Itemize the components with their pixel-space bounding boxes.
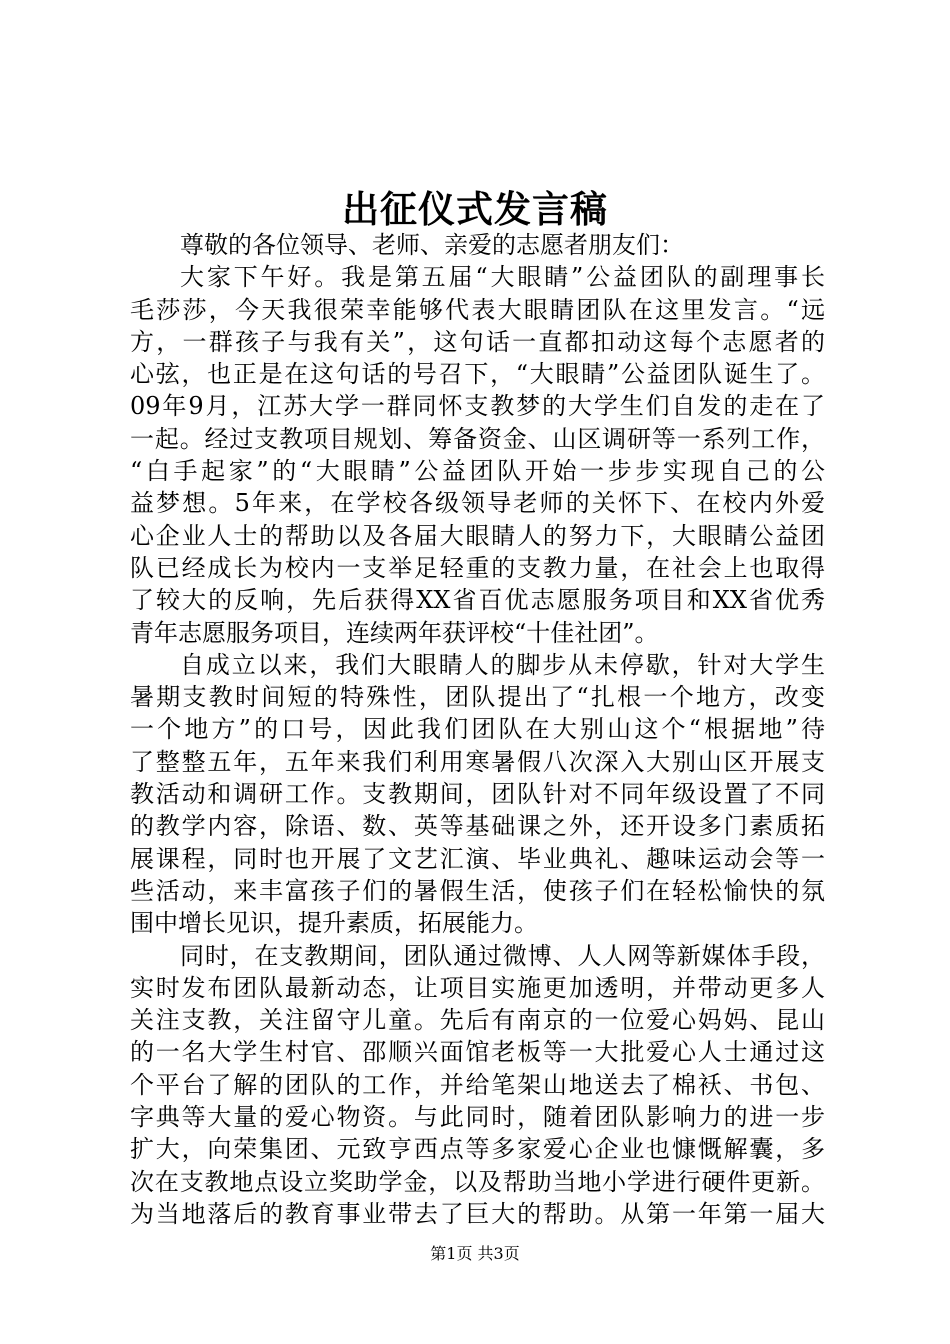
text-line: 的教学内容，除语、数、英等基础课之外，还开设多门素质拓 — [130, 812, 825, 841]
page-footer: 第1页 共3页 — [430, 1244, 520, 1263]
text-line: 个平台了解的团队的工作，并给笔架山地送去了棉袄、书包、 — [130, 1070, 825, 1099]
document-body — [130, 229, 825, 1230]
text-line: 字典等大量的爱心物资。与此同时，随着团队影响力的进一步 — [130, 1103, 825, 1132]
document-title: 出征仪式发言稿 — [342, 187, 608, 231]
text-line: 一个地方”的口号，因此我们团队在大别山这个“根据地”待 — [130, 715, 825, 744]
text-line: 了较大的反响，先后获得XX省百优志愿服务项目和XX省优秀 — [130, 586, 825, 615]
text-line: 益梦想。5年来，在学校各级领导老师的关怀下、在校内外爱 — [130, 489, 825, 518]
text-line: 尊敬的各位领导、老师、亲爱的志愿者朋友们： — [180, 231, 684, 259]
text-line: 同时，在支教期间，团队通过微博、人人网等新媒体手段， — [180, 941, 825, 970]
text-line: 为当地落后的教育事业带去了巨大的帮助。从第一年第一届大 — [130, 1199, 825, 1228]
text-line: 围中增长见识，提升素质，拓展能力。 — [130, 909, 538, 938]
text-line: 毛莎莎，今天我很荣幸能够代表大眼睛团队在这里发言。“远 — [130, 295, 825, 324]
text-line: 心企业人士的帮助以及各届大眼睛人的努力下，大眼睛公益团 — [130, 521, 825, 550]
text-line: 09年9月，江苏大学一群同怀支教梦的大学生们自发的走在了 — [130, 392, 825, 421]
text-line: 暑期支教时间短的特殊性，团队提出了“扎根一个地方，改变 — [130, 683, 825, 712]
text-line: “白手起家”的“大眼睛”公益团队开始一步步实现自己的公 — [130, 457, 825, 486]
text-line: 了整整五年，五年来我们利用寒暑假八次深入大别山区开展支 — [130, 747, 825, 776]
text-line: 方，一群孩子与我有关”，这句话一直都扣动这每个志愿者的 — [130, 327, 825, 356]
text-line: 一起。经过支教项目规划、筹备资金、山区调研等一系列工作， — [130, 424, 825, 453]
text-line: 次在支教地点设立奖助学金，以及帮助当地小学进行硬件更新。 — [130, 1167, 825, 1196]
text-line: 关注支教，关注留守儿童。先后有南京的一位爱心妈妈、昆山 — [130, 1006, 825, 1035]
text-line: 青年志愿服务项目，连续两年获评校“十佳社团”。 — [130, 618, 659, 647]
text-line: 大家下午好。我是第五届“大眼睛”公益团队的副理事长 — [180, 263, 825, 292]
text-line: 些活动，来丰富孩子们的暑假生活，使孩子们在轻松愉快的氛 — [130, 876, 825, 905]
text-line: 展课程，同时也开展了文艺汇演、毕业典礼、趣味运动会等一 — [130, 844, 825, 873]
text-line: 实时发布团队最新动态，让项目实施更加透明，并带动更多人 — [130, 973, 825, 1002]
text-line: 队已经成长为校内一支举足轻重的支教力量，在社会上也取得 — [130, 553, 825, 582]
text-line: 的一名大学生村官、邵顺兴面馆老板等一大批爱心人士通过这 — [130, 1038, 825, 1067]
text-line: 教活动和调研工作。支教期间，团队针对不同年级设置了不同 — [130, 780, 825, 809]
text-line: 自成立以来，我们大眼睛人的脚步从未停歇，针对大学生 — [180, 650, 825, 679]
text-line: 扩大，向荣集团、元致亨西点等多家爱心企业也慷慨解囊，多 — [130, 1135, 825, 1164]
text-line: 心弦，也正是在这句话的号召下，“大眼睛”公益团队诞生了。 — [130, 360, 825, 389]
